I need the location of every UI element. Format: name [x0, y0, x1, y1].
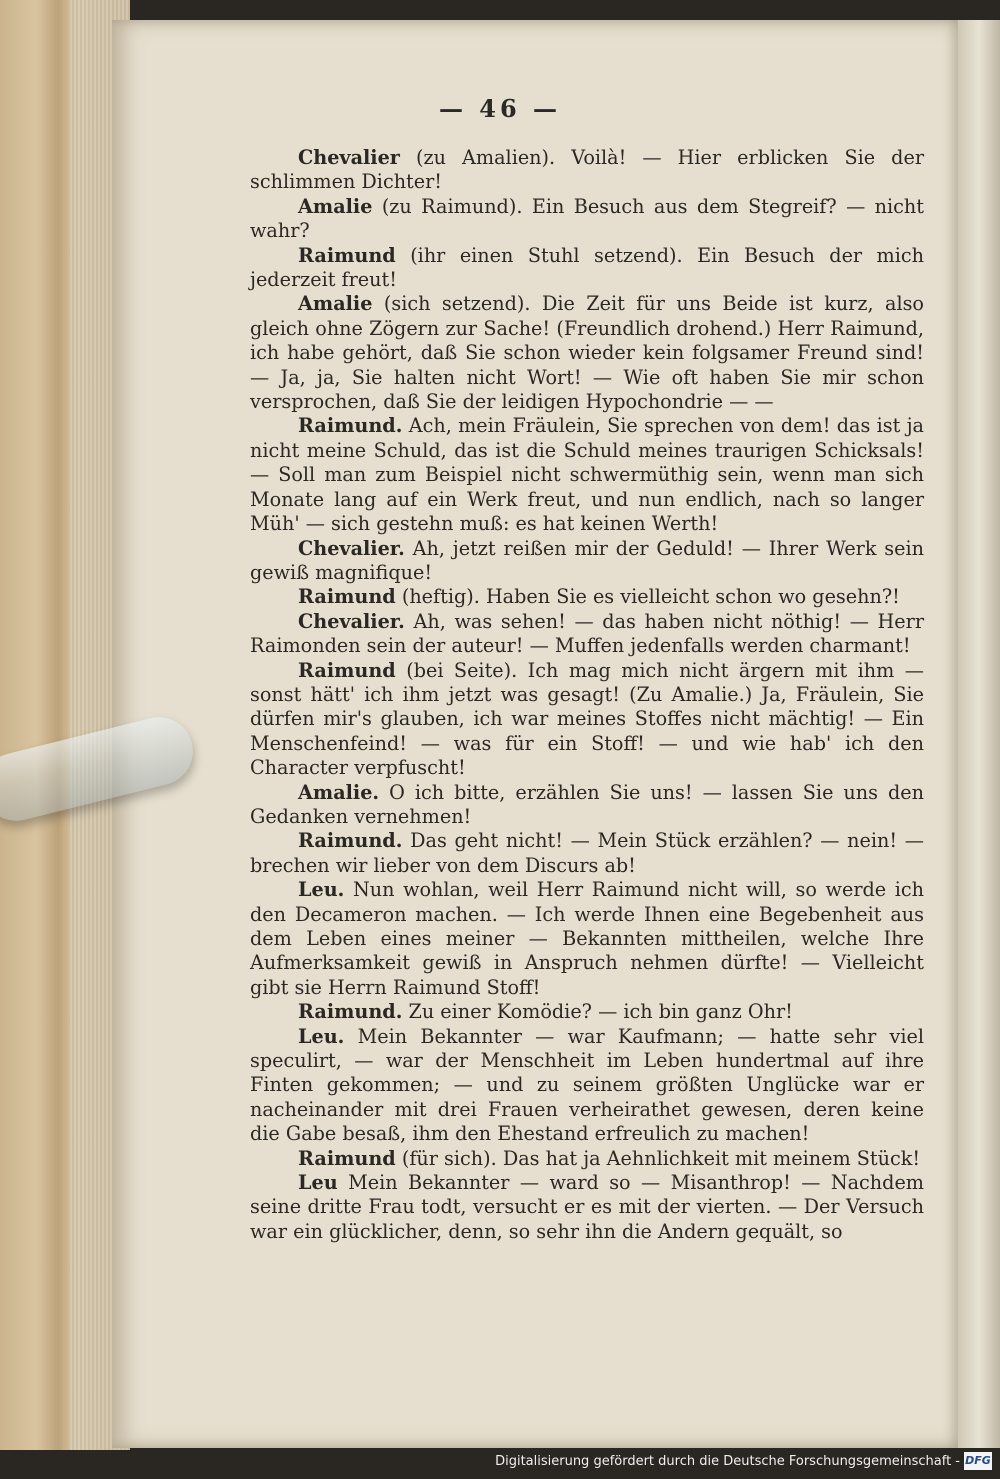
paragraph — [250, 244, 924, 293]
speaker-name: Raimund. — [298, 1000, 403, 1024]
paragraph — [250, 146, 924, 195]
speaker-name: Raimund — [298, 658, 396, 682]
paragraph-text: (für sich). Das hat ja Aehnlichkeit mit meinem Stück! — [395, 1146, 921, 1170]
speaker-name: Amalie — [298, 194, 373, 218]
paragraph — [250, 610, 924, 659]
paragraph — [250, 292, 924, 414]
paragraph-text: (sich setzend). Die Zeit für uns Beide ist kurz, also gleich ohne Zögern zur Sache! (Freundlich drohend.) Herr Raimund, ich habe gehört, daß Sie schon wieder kein folgsamer Freund sind! — Ja, ja, Sie halten nicht Wort! — Wie oft haben Sie mir schon versprochen, daß Sie der leidigen Hypochondrie — — — [250, 292, 924, 414]
paragraph-text: (zu Amalien). Voilà! — Hier erblicken Sie der schlimmen Dichter! — [250, 146, 924, 194]
paragraph-text: (heftig). Haben Sie es vielleicht schon wo gesehn?! — [395, 585, 900, 609]
paragraph — [250, 195, 924, 244]
paragraph — [250, 878, 924, 1000]
paragraph — [250, 829, 924, 878]
paragraph-text: Mein Bekannter — war Kaufmann; — hatte sehr viel speculirt, — war der Menschheit im Leben hundertmal auf ihre Finten gekommen; — und zu seinem größten Unglücke war er nacheinander mit drei Frauen verheirathet gewesen, deren keine die Gabe besaß, ihm den Ehestand erfreulich zu machen! — [250, 1024, 924, 1146]
speaker-name: Leu. — [298, 1024, 345, 1048]
dfg-logo: DFG — [964, 1452, 992, 1470]
paragraph-text: Das geht nicht! — Mein Stück erzählen? — nein! — brechen wir lieber von dem Discurs ab! — [250, 829, 924, 877]
paragraph — [250, 781, 924, 830]
speaker-name: Raimund — [298, 585, 396, 609]
speaker-name: Chevalier. — [298, 609, 405, 633]
speaker-name: Raimund. — [298, 414, 403, 438]
paragraph — [250, 1025, 924, 1147]
speaker-name: Leu — [298, 1171, 338, 1195]
paragraph-text: (ihr einen Stuhl setzend). Ein Besuch der mich jederzeit freut! — [250, 243, 924, 292]
paragraph-text: Ah, was sehen! — das haben nicht nöthig! — Herr Raimonden sein der auteur! — Muffen jedenfalls werden charmant! — [250, 609, 924, 658]
paragraph-text: O ich bitte, erzählen Sie uns! — lassen Sie uns den Gedanken vernehmen! — [250, 780, 924, 828]
paragraph-text: (zu Raimund). Ein Besuch aus dem Stegreif? — nicht wahr? — [250, 194, 924, 243]
paragraph — [250, 659, 924, 781]
speaker-name: Raimund. — [298, 829, 403, 853]
paragraph-text: Nun wohlan, weil Herr Raimund nicht will, so werde ich den Decameron machen. — Ich werde Ihnen eine Begebenheit aus dem Leben eines meiner — Bekannten mittheilen, welche Ihre Aufmerksamkeit gewiß in Anspruch nehmen dürfte! — Vielleicht gibt sie Herrn Raimund Stoff! — [250, 878, 924, 999]
paragraph — [250, 585, 924, 609]
paragraph — [250, 1171, 924, 1244]
speaker-name: Amalie — [298, 292, 373, 316]
paragraph-text: (bei Seite). Ich mag mich nicht ärgern mit ihm — sonst hätt' ich ihm jetzt was gesagt! (Zu Amalie.) Ja, Fräulein, Sie dürfen mir's glauben, ich war meines Stoffes nicht mächtig! — Ein Menschenfeind! — was für ein Stoff! — und wie hab' ich den Character verpfuscht! — [250, 658, 924, 780]
page-number: — 46 — — [438, 94, 562, 123]
footer-text: Digitalisierung gefördert durch die Deutsche Forschungsgemeinschaft - — [495, 1454, 960, 1469]
speaker-name: Raimund — [298, 243, 396, 267]
speaker-name: Chevalier. — [298, 536, 405, 560]
paragraph-text: Zu einer Komödie? — ich bin ganz Ohr! — [402, 1000, 793, 1024]
book-edge-right — [958, 20, 1000, 1448]
speaker-name: Raimund — [298, 1146, 396, 1170]
paragraph — [250, 537, 924, 586]
paragraph-text: Mein Bekannter — ward so — Misanthrop! — Nachdem seine dritte Frau todt, versucht er es mit der vierten. — Der Versuch war ein glücklicher, denn, so sehr ihn die Andern gequält, so — [250, 1171, 924, 1243]
speaker-name: Chevalier — [298, 146, 400, 169]
speaker-name: Leu. — [298, 878, 345, 902]
paragraph-text: Ach, mein Fräulein, Sie sprechen von dem! das ist ja nicht meine Schuld, das ist die Schuld meines traurigen Schicksals! — Soll man zum Beispiel nicht schwermüthig sein, wenn man sich Monate lang auf ein Werk freut, und nun endlich, nach so langer Müh' — sich gestehn muß: es hat keinen Werth! — [250, 414, 924, 536]
paragraph-text: Ah, jetzt reißen mir der Geduld! — Ihrer Werk sein gewiß magnifique! — [250, 536, 924, 584]
paragraph — [250, 414, 924, 536]
speaker-name: Amalie. — [298, 780, 380, 804]
paragraph — [250, 1000, 924, 1024]
page-text — [250, 146, 924, 1244]
paragraph — [250, 1147, 924, 1171]
